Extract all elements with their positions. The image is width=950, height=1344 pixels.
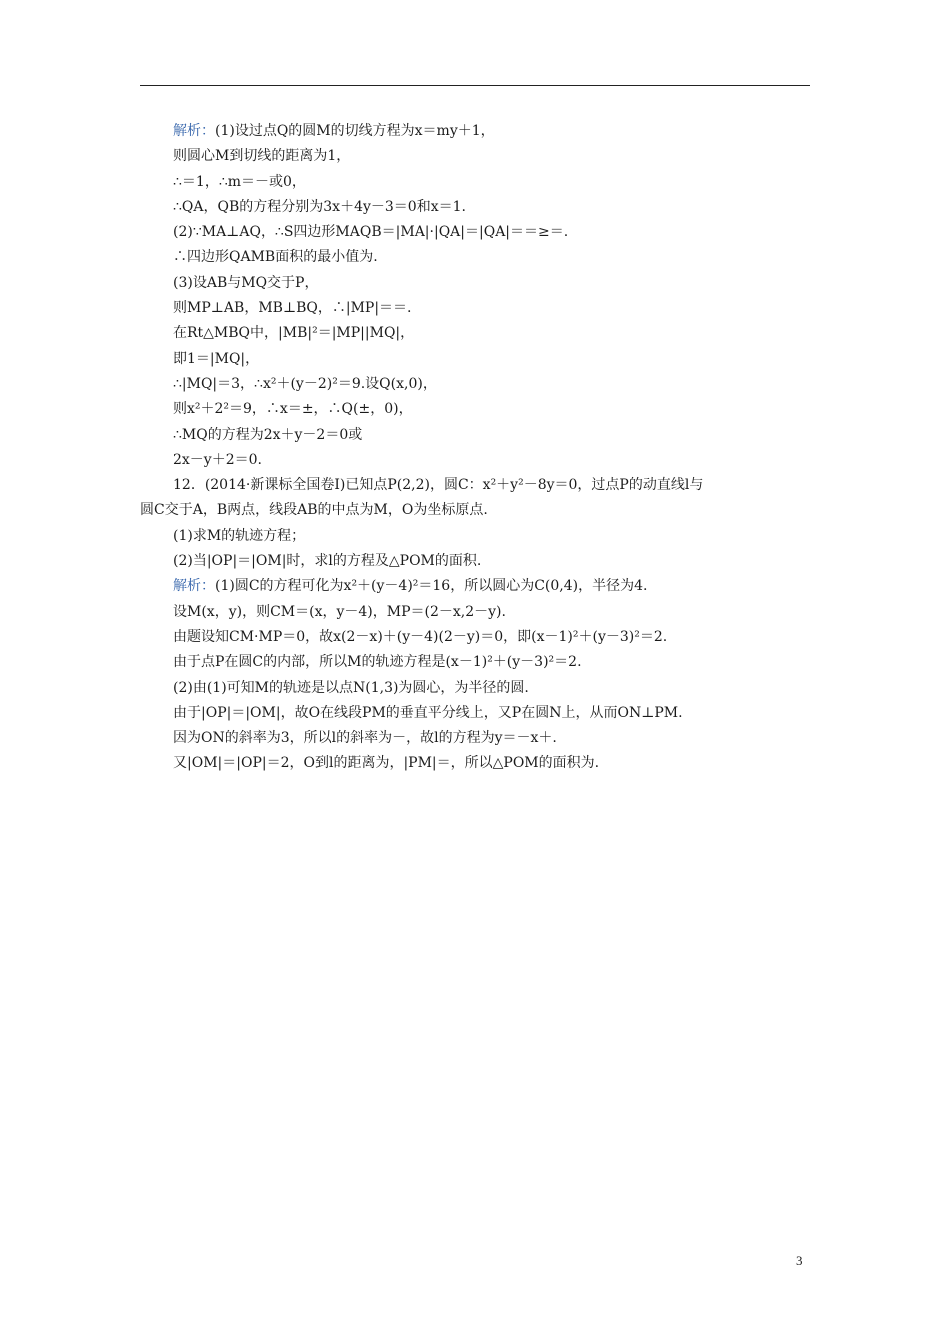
solution2-line-2: 设M(x，y)，则CM＝(x，y－4)，MP＝(2－x,2－y).: [173, 603, 506, 620]
problem12-stem-line-1: 12．(2014·新课标全国卷Ⅰ)已知点P(2,2)，圆C：x²＋y²－8y＝0，过点P的动直线l与: [173, 477, 704, 494]
problem12-question-1: (1)求M的轨迹方程；: [173, 527, 306, 544]
solution1-line-2: 则圆心M到切线的距离为1，: [173, 148, 351, 165]
solution-label: 解析：: [173, 123, 215, 139]
solution2-line-7: 因为ON的斜率为3，所以l的斜率为－，故l的方程为y＝－x＋.: [173, 730, 557, 747]
solution1-line-1: [140, 119, 810, 144]
solution-label: 解析：: [173, 578, 215, 595]
solution1-line-5: (2)∵MA⊥AQ，∴S四边形MAQB＝|MA|·|QA|＝|QA|＝＝≥＝.: [173, 224, 569, 241]
solution2-line-1: [140, 574, 810, 599]
solution1-line-11: ∴|MQ|＝3，∴x²＋(y－2)²＝9.设Q(x,0)，: [173, 375, 437, 392]
document-body: [140, 119, 810, 777]
solution1-line-13: ∴MQ的方程为2x＋y－2＝0或: [173, 426, 363, 443]
header-rule: [140, 85, 810, 86]
solution2-line-6: 由于|OP|＝|OM|，故O在线段PM的垂直平分线上，又P在圆N上，从而ON⊥PM.: [173, 704, 683, 721]
solution1-line-8: 则MP⊥AB，MB⊥BQ，∴|MP|＝＝.: [173, 300, 412, 317]
solution1-line-14: 2x－y＋2＝0.: [173, 451, 262, 468]
solution2-line-4: 由于点P在圆C的内部，所以M的轨迹方程是(x－1)²＋(y－3)²＝2.: [173, 654, 582, 671]
solution1-line-10: 即1＝|MQ|，: [173, 350, 260, 367]
solution2-line-8: 又|OM|＝|OP|＝2，O到l的距离为，|PM|＝，所以△POM的面积为.: [173, 755, 600, 772]
solution1-line-3: ∴＝1，∴m＝－或0，: [173, 173, 306, 190]
problem12-stem-line-2: 圆C交于A，B两点，线段AB的中点为M，O为坐标原点.: [140, 502, 488, 519]
problem12-question-2: (2)当|OP|＝|OM|时，求l的方程及△POM的面积.: [173, 553, 482, 570]
solution1-line-9: 在Rt△MBQ中，|MB|²＝|MP||MQ|，: [173, 325, 415, 342]
solution1-line-7: (3)设AB与MQ交于P，: [173, 274, 319, 291]
solution2-line-3: 由题设知CM·MP＝0，故x(2－x)＋(y－4)(2－y)＝0，即(x－1)²＋(y－3)²＝2.: [173, 628, 668, 645]
page-number: 3: [796, 1253, 803, 1268]
solution1-line-6: ∴四边形QAMB面积的最小值为.: [173, 249, 378, 266]
solution2-line-5: (2)由(1)可知M的轨迹是以点N(1,3)为圆心，为半径的圆.: [173, 679, 529, 696]
solution1-text-1: (1)设过点Q的圆M的切线方程为x＝my＋1，: [215, 123, 495, 139]
solution1-line-4: ∴QA，QB的方程分别为3x＋4y－3＝0和x＝1.: [173, 198, 466, 215]
solution2-text-1: (1)圆C的方程可化为x²＋(y－4)²＝16，所以圆心为C(0,4)，半径为4.: [215, 578, 648, 595]
solution1-line-12: 则x²＋2²＝9，∴x＝±，∴Q(±，0)，: [173, 401, 413, 418]
